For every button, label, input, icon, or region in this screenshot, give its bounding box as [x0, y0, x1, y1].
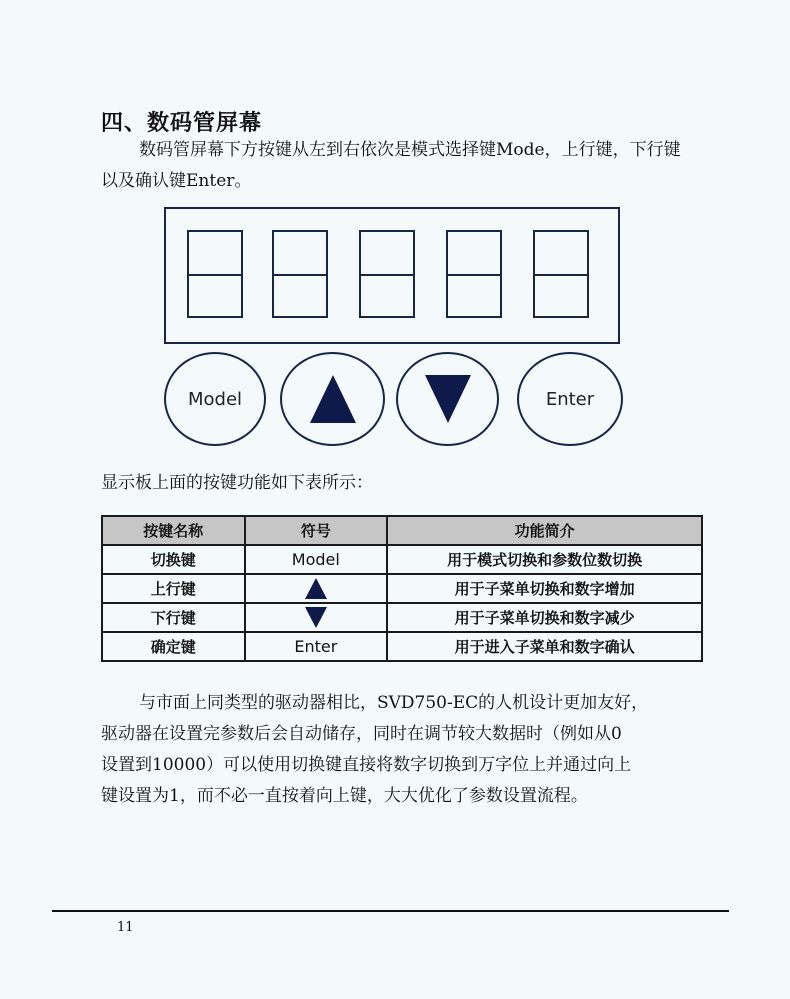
footer-rule	[52, 910, 729, 912]
header-key-name: 按键名称	[102, 516, 245, 545]
table-row	[102, 603, 702, 632]
mode-key-label: Model	[187, 388, 243, 410]
section-heading: 四、数码管屏幕	[101, 111, 263, 136]
led-display-panel	[164, 207, 620, 344]
mode-key[interactable]	[164, 352, 266, 446]
row-function: 用于进入子菜单和数字确认	[387, 632, 702, 661]
body-line-1: 与市面上同类型的驱动器相比，SVD750-EC的人机设计更加友好，	[139, 693, 649, 713]
row-function: 用于子菜单切换和数字增加	[387, 574, 702, 603]
table-intro: 显示板上面的按键功能如下表所示：	[101, 473, 373, 493]
body-line-3: 设置到10000）可以使用切换键直接将数字切换到万字位上并通过向上	[101, 755, 632, 775]
enter-key[interactable]	[517, 352, 623, 446]
row-symbol: Model	[245, 545, 388, 574]
up-triangle-icon	[310, 375, 356, 423]
led-digit-2	[272, 230, 328, 318]
table-row	[102, 632, 702, 661]
led-digit-1	[187, 230, 243, 318]
row-symbol: Enter	[245, 632, 388, 661]
down-key[interactable]	[396, 352, 499, 446]
header-symbol: 符号	[245, 516, 388, 545]
up-triangle-icon	[305, 578, 327, 599]
table-header-row	[102, 516, 702, 545]
led-digit-3	[359, 230, 415, 318]
led-digit-4	[446, 230, 502, 318]
body-line-2: 驱动器在设置完参数后会自动储存，同时在调节较大数据时（例如从0	[101, 724, 622, 744]
row-symbol	[245, 574, 388, 603]
down-triangle-icon	[305, 607, 327, 628]
row-key-name: 下行键	[102, 603, 245, 632]
intro-line-2: 以及确认键Enter。	[101, 171, 252, 191]
intro-paragraph	[101, 135, 721, 197]
row-key-name: 上行键	[102, 574, 245, 603]
enter-key-label: Enter	[545, 388, 595, 410]
row-key-name: 确定键	[102, 632, 245, 661]
body-line-4: 键设置为1，而不必一直按着向上键，大大优化了参数设置流程。	[101, 786, 588, 806]
led-digit-5	[533, 230, 589, 318]
header-function: 功能简介	[387, 516, 702, 545]
row-key-name: 切换键	[102, 545, 245, 574]
row-function: 用于模式切换和参数位数切换	[387, 545, 702, 574]
row-symbol	[245, 603, 388, 632]
table-row	[102, 545, 702, 574]
up-key[interactable]	[280, 352, 385, 446]
page-number: 11	[117, 920, 134, 935]
row-function: 用于子菜单切换和数字减少	[387, 603, 702, 632]
intro-line-1: 数码管屏幕下方按键从左到右依次是模式选择键Mode，上行键，下行键	[139, 140, 681, 160]
body-paragraph	[101, 688, 721, 812]
down-triangle-icon	[425, 375, 471, 423]
table-row	[102, 574, 702, 603]
key-function-table	[101, 515, 703, 662]
